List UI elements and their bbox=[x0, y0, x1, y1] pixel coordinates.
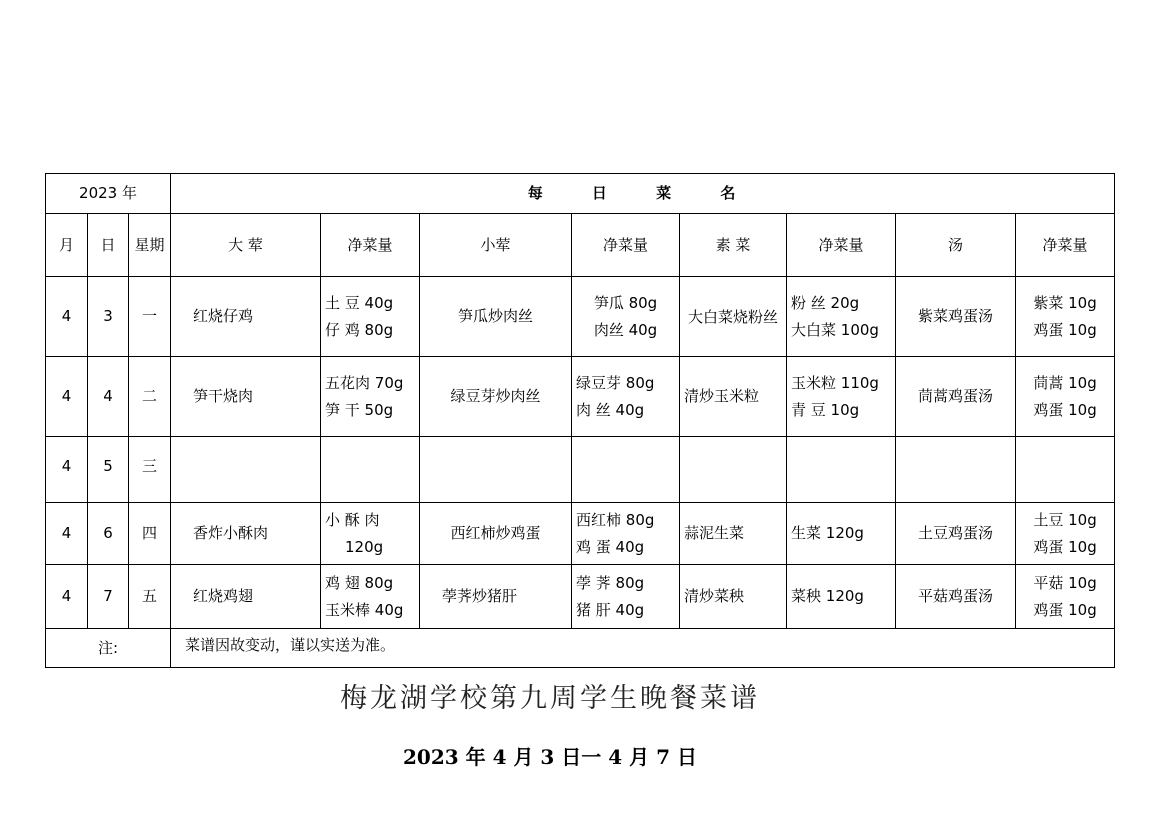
minor-qty-cell bbox=[572, 565, 680, 629]
main-qty-cell bbox=[321, 357, 420, 437]
soup-qty-cell bbox=[1016, 503, 1115, 565]
soup-cell: 土豆鸡蛋汤 bbox=[896, 503, 1016, 565]
qty-line: 鸡 翅 80g bbox=[325, 573, 394, 592]
veg-qty-cell bbox=[787, 437, 896, 503]
month-cell: 4 bbox=[46, 503, 88, 565]
soup-qty-cell bbox=[1016, 357, 1115, 437]
qty-line: 平菇 10g bbox=[1033, 573, 1097, 592]
qty-line: 肉 丝 40g bbox=[576, 400, 645, 419]
col-veg-qty: 净菜量 bbox=[787, 214, 896, 277]
qty-line: 玉米棒 40g bbox=[325, 600, 404, 619]
minor-qty-cell bbox=[572, 503, 680, 565]
main-dish-cell: 红烧仔鸡 bbox=[171, 277, 321, 357]
year-header-row bbox=[46, 174, 1115, 214]
table-row bbox=[46, 277, 1115, 357]
qty-line: 小 酥 肉 bbox=[325, 510, 380, 529]
qty-line: 五花肉 70g bbox=[325, 373, 404, 392]
qty-line: 紫菜 10g bbox=[1033, 293, 1097, 312]
main-dish-cell bbox=[171, 437, 321, 503]
table-row bbox=[46, 357, 1115, 437]
qty-line: 粉 丝 20g bbox=[791, 293, 860, 312]
main-dish-cell: 香炸小酥肉 bbox=[171, 503, 321, 565]
weekday-cell: 五 bbox=[129, 565, 171, 629]
veg-dish-cell: 大白菜烧粉丝 bbox=[680, 277, 787, 357]
soup-cell: 平菇鸡蛋汤 bbox=[896, 565, 1016, 629]
qty-line: 生菜 120g bbox=[791, 524, 864, 542]
qty-line: 青 豆 10g bbox=[791, 400, 860, 419]
soup-cell: 紫菜鸡蛋汤 bbox=[896, 277, 1016, 357]
qty-line: 猪 肝 40g bbox=[576, 600, 645, 619]
minor-dish-cell: 西红柿炒鸡蛋 bbox=[420, 503, 572, 565]
day-cell: 4 bbox=[88, 357, 129, 437]
note-text: 菜谱因故变动，谨以实送为准。 bbox=[171, 629, 1115, 668]
menu-table bbox=[45, 173, 1115, 668]
column-header-row bbox=[46, 214, 1115, 277]
page-title: 梅龙湖学校第九周学生晚餐菜谱 bbox=[340, 683, 760, 714]
veg-dish-cell: 清炒菜秧 bbox=[680, 565, 787, 629]
main-dish-cell: 红烧鸡翅 bbox=[171, 565, 321, 629]
minor-qty-cell bbox=[572, 277, 680, 357]
qty-line: 玉米粒 110g bbox=[791, 373, 879, 392]
col-minor: 小荤 bbox=[420, 214, 572, 277]
month-cell: 4 bbox=[46, 277, 88, 357]
col-main: 大 荤 bbox=[171, 214, 321, 277]
qty-line: 笋瓜 80g bbox=[593, 293, 658, 312]
main-dish-cell: 笋干烧肉 bbox=[171, 357, 321, 437]
weekday-cell: 四 bbox=[129, 503, 171, 565]
table-row bbox=[46, 565, 1115, 629]
qty-line: 西红柿 80g bbox=[576, 510, 655, 529]
day-cell: 6 bbox=[88, 503, 129, 565]
col-veg: 素 菜 bbox=[680, 214, 787, 277]
day-cell: 5 bbox=[88, 437, 129, 503]
col-main-qty: 净菜量 bbox=[321, 214, 420, 277]
weekday-cell: 一 bbox=[129, 277, 171, 357]
day-cell: 7 bbox=[88, 565, 129, 629]
qty-line: 荸 荠 80g bbox=[576, 573, 645, 592]
qty-line: 绿豆芽 80g bbox=[576, 373, 655, 392]
qty-line: 茼蒿 10g bbox=[1033, 373, 1097, 392]
qty-line: 大白菜 100g bbox=[791, 320, 879, 339]
qty-line: 鸡蛋 10g bbox=[1033, 320, 1097, 339]
soup-qty-cell bbox=[1016, 565, 1115, 629]
qty-line: 菜秧 120g bbox=[791, 587, 864, 605]
month-cell: 4 bbox=[46, 437, 88, 503]
main-qty-cell bbox=[321, 277, 420, 357]
qty-line: 鸡 蛋 40g bbox=[576, 537, 645, 556]
main-qty-cell bbox=[321, 437, 420, 503]
weekday-cell: 三 bbox=[129, 437, 171, 503]
month-cell: 4 bbox=[46, 565, 88, 629]
soup-qty-cell bbox=[1016, 437, 1115, 503]
col-soup: 汤 bbox=[896, 214, 1016, 277]
minor-dish-cell: 笋瓜炒肉丝 bbox=[420, 277, 572, 357]
qty-line: 土豆 10g bbox=[1033, 510, 1097, 529]
main-qty-cell bbox=[321, 565, 420, 629]
table-row bbox=[46, 437, 1115, 503]
veg-qty-cell bbox=[787, 503, 896, 565]
date-range: 2023 年 4 月 3 日一 4 月 7 日 bbox=[403, 745, 697, 769]
minor-dish-cell bbox=[420, 437, 572, 503]
table-row bbox=[46, 503, 1115, 565]
qty-line: 土 豆 40g bbox=[325, 293, 394, 312]
minor-qty-cell bbox=[572, 437, 680, 503]
col-weekday: 星期 bbox=[129, 214, 171, 277]
minor-dish-cell: 绿豆芽炒肉丝 bbox=[420, 357, 572, 437]
minor-qty-cell bbox=[572, 357, 680, 437]
veg-qty-cell bbox=[787, 357, 896, 437]
day-cell: 3 bbox=[88, 277, 129, 357]
col-month: 月 bbox=[46, 214, 88, 277]
note-label: 注: bbox=[46, 629, 171, 668]
daily-menu-title: 每 日 菜 名 bbox=[171, 174, 1115, 214]
main-qty-cell bbox=[321, 503, 420, 565]
veg-dish-cell: 清炒玉米粒 bbox=[680, 357, 787, 437]
qty-line: 笋 干 50g bbox=[325, 400, 394, 419]
year-cell: 2023 年 bbox=[46, 174, 171, 214]
soup-qty-cell bbox=[1016, 277, 1115, 357]
qty-line: 鸡蛋 10g bbox=[1033, 537, 1097, 556]
veg-qty-cell bbox=[787, 565, 896, 629]
qty-line: 仔 鸡 80g bbox=[325, 320, 394, 339]
qty-line: 鸡蛋 10g bbox=[1033, 400, 1097, 419]
soup-cell bbox=[896, 437, 1016, 503]
veg-dish-cell bbox=[680, 437, 787, 503]
qty-line: 120g bbox=[345, 537, 384, 556]
soup-cell: 茼蒿鸡蛋汤 bbox=[896, 357, 1016, 437]
weekday-cell: 二 bbox=[129, 357, 171, 437]
month-cell: 4 bbox=[46, 357, 88, 437]
minor-dish-cell: 荸荠炒猪肝 bbox=[420, 565, 572, 629]
note-row bbox=[46, 629, 1115, 668]
qty-line: 鸡蛋 10g bbox=[1033, 600, 1097, 619]
veg-dish-cell: 蒜泥生菜 bbox=[680, 503, 787, 565]
col-soup-qty: 净菜量 bbox=[1016, 214, 1115, 277]
col-minor-qty: 净菜量 bbox=[572, 214, 680, 277]
qty-line: 肉丝 40g bbox=[593, 320, 658, 339]
col-day: 日 bbox=[88, 214, 129, 277]
veg-qty-cell bbox=[787, 277, 896, 357]
